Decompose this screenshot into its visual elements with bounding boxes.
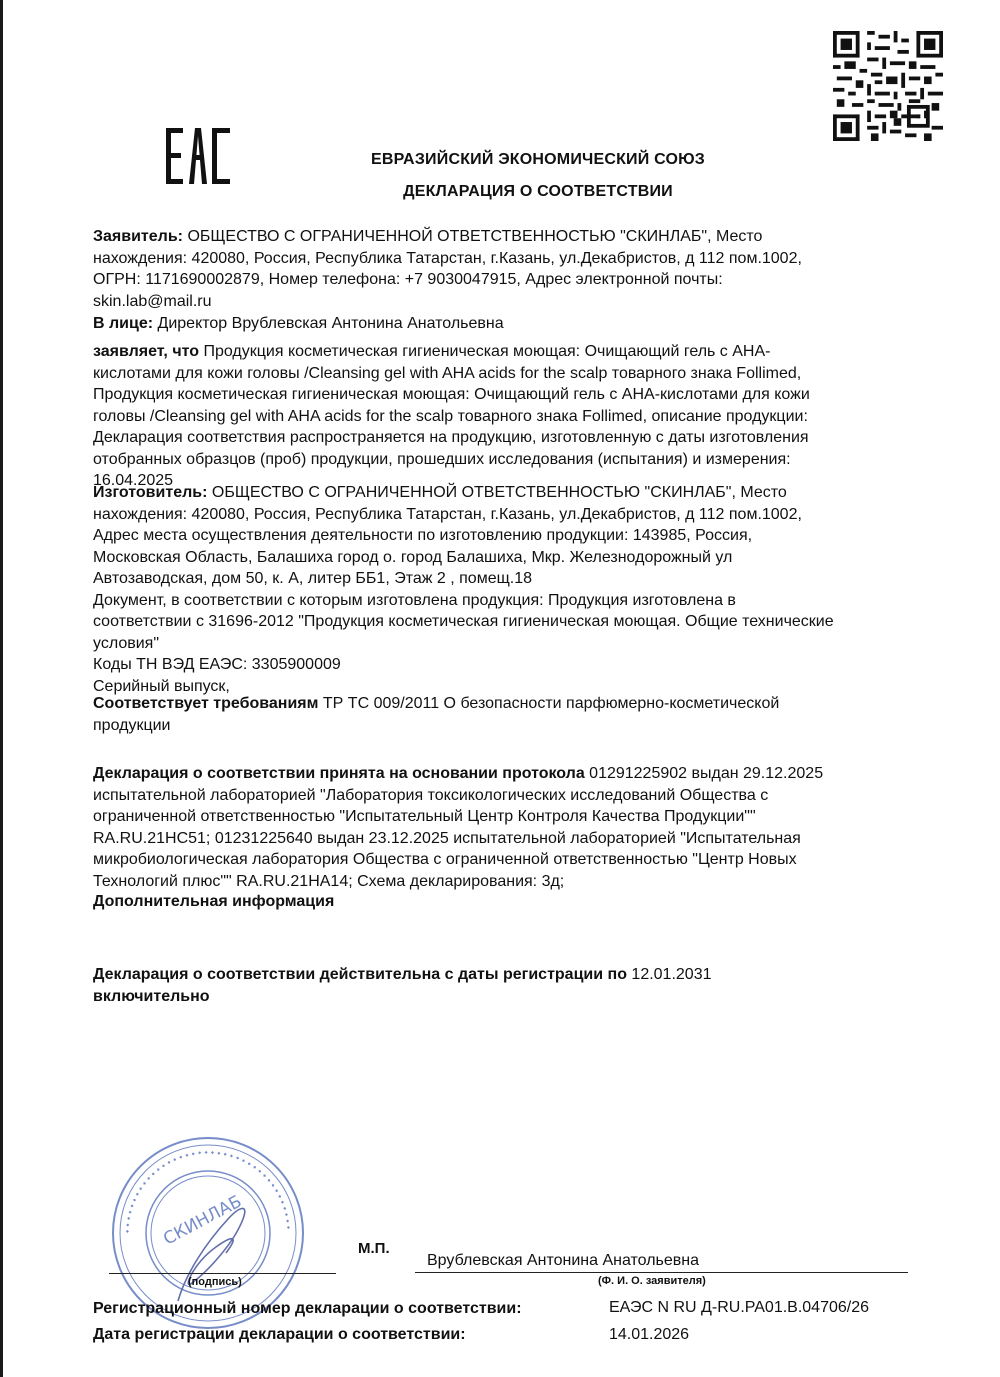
declares-label: заявляет, что [93,343,199,360]
declares-line: головы /Cleansing gel with AHA acids for the scalp товарного знака Follimed, описание продукции: [93,407,808,425]
manufacturer-line: соответствии с 31696-2012 "Продукция косметическая гигиеническая моющая. Общие технические [93,613,834,630]
validity-date: 12.01.2031 [626,966,712,983]
basis-line: 01291225902 выдан 29.12.2025 [584,765,824,782]
manufacturer-line: ОБЩЕСТВО С ОГРАНИЧЕННОЙ ОТВЕТСТВЕННОСТЬЮ "СКИНЛАБ", Место [207,484,787,501]
validity-section [93,964,923,1007]
declares-section [93,341,923,492]
validity-suffix: включительно [93,987,210,1005]
mp-label: М.П. [358,1240,390,1257]
conformity-line: ТР ТС 009/2011 О безопасности парфюмерно-косметической [318,695,780,712]
declares-line: Продукция косметическая гигиеническая моющая: Очищающий гель с АНА- [199,343,771,360]
basis-line: микробиологическая лаборатория Общества с ограниченной ответственностью "Центр Новых [93,851,797,868]
additional-info-section [93,891,923,913]
declares-line: отобранных образцов (проб) продукции, прошедших исследования (испытания) и измерения: [93,450,791,468]
registration-number-label: Регистрационный номер декларации о соответствии: [93,1300,522,1317]
conformity-section [93,693,923,736]
manufacturer-line: Автозаводская, дом 50, к. А, литер ББ1, Этаж 2 , помещ.18 [93,570,532,587]
registration-number-value: ЕАЭС N RU Д-RU.PA01.B.04706/26 [609,1299,870,1316]
representative-text: Директор Врублевская Антонина Анатольевна [153,315,504,332]
applicant-email: skin.lab@mail.ru [93,292,212,310]
applicant-line: ОБЩЕСТВО С ОГРАНИЧЕННОЙ ОТВЕТСТВЕННОСТЬЮ "СКИНЛАБ", Место [183,228,763,245]
name-line [415,1272,908,1273]
signature-line [109,1273,336,1274]
applicant-line: нахождения: 420080, Россия, Республика Татарстан, г.Казань, ул.Декабристов, д 112 пом.1002, [93,249,802,267]
declares-line: Декларация соответствия распространяется на продукцию, изготовленную с даты изготовления [93,429,809,446]
signer-name: Врублевская Антонина Анатольевна [427,1252,699,1269]
applicant-label: Заявитель: [93,228,183,245]
declares-line: кислотами для кожи головы /Cleansing gel with AHA acids for the scalp товарного знака Follimed, [93,364,802,382]
manufacturer-line: нахождения: 420080, Россия, Республика Татарстан, г.Казань, ул.Декабристов, д 112 пом.1002, [93,505,802,523]
document-title: ДЕКЛАРАЦИЯ О СООТВЕТСТВИИ [403,183,673,200]
basis-label: Декларация о соответствии принята на основании протокола [93,765,585,782]
qr-code-icon [833,30,943,142]
basis-line: испытательной лабораторией "Лаборатория токсикологических исследований Общества с [93,786,769,804]
basis-section [93,763,923,892]
registration-date-value: 14.01.2026 [609,1326,690,1343]
manufacturer-label: Изготовитель: [93,484,208,501]
conformity-label: Соответствует требованиям [93,695,319,712]
stamp-text: СКИНЛАБ [160,1191,246,1250]
manufacturer-line: условия" [93,634,160,652]
basis-line: RA.RU.21НС51; 01231225640 выдан 23.12.2025 испытательной лабораторией "Испытательная [93,829,801,847]
applicant-section [93,226,923,312]
applicant-line: ОГРН: 1171690002879, Номер телефона: +7 9030047915, Адрес электронной почты: [93,271,723,288]
representative-label: В лице: [93,315,154,332]
declares-line: Продукция косметическая гигиеническая моющая: Очищающий гель с АНА-кислотами для кожи [93,386,810,403]
manufacturer-line: Московская Область, Балашиха город о. город Балашиха, Мкр. Железнодорожный ул [93,548,733,566]
basis-line: ограниченной ответственностью "Испытательный Центр Контроля Качества Продукции"" [93,808,756,825]
signature-caption: (подпись) [188,1276,242,1288]
manufacturer-line: Документ, в соответствии с которым изготовлена продукция: Продукция изготовлена в [93,591,736,609]
conformity-line: продукции [93,716,171,734]
name-caption: (Ф. И. О. заявителя) [598,1275,706,1287]
union-heading: ЕВРАЗИЙСКИЙ ЭКОНОМИЧЕСКИЙ СОЮЗ [370,151,706,168]
page-edge [0,0,3,1377]
representative-section [93,313,923,335]
manufacturer-section [93,482,923,697]
manufacturer-line: Серийный выпуск, [93,677,230,695]
manufacturer-line: Адрес места осуществления деятельности по изготовлению продукции: 143985, Россия, [93,527,753,544]
additional-info-label: Дополнительная информация [93,893,335,910]
manufacturer-line: Коды ТН ВЭД ЕАЭС: 3305900009 [93,656,341,673]
registration-date-label: Дата регистрации декларации о соответствии: [93,1326,466,1343]
svg-text:⬩⬩⬩⬩⬩⬩⬩⬩⬩⬩⬩⬩⬩⬩⬩⬩⬩⬩⬩⬩⬩⬩⬩⬩⬩⬩⬩⬩⬩⬩: ⬩⬩⬩⬩⬩⬩⬩⬩⬩⬩⬩⬩⬩⬩⬩⬩⬩⬩⬩⬩⬩⬩⬩⬩⬩⬩⬩⬩⬩⬩⬩⬩⬩⬩⬩⬩⬩⬩⬩ [122,1147,294,1234]
declares-line: 16.04.2025 [93,472,174,489]
validity-label: Декларация о соответствии действительна с даты регистрации по [93,966,627,983]
basis-line: Технологий плюс"" RA.RU.21НА14; Схема декларирования: 3д; [93,872,565,890]
